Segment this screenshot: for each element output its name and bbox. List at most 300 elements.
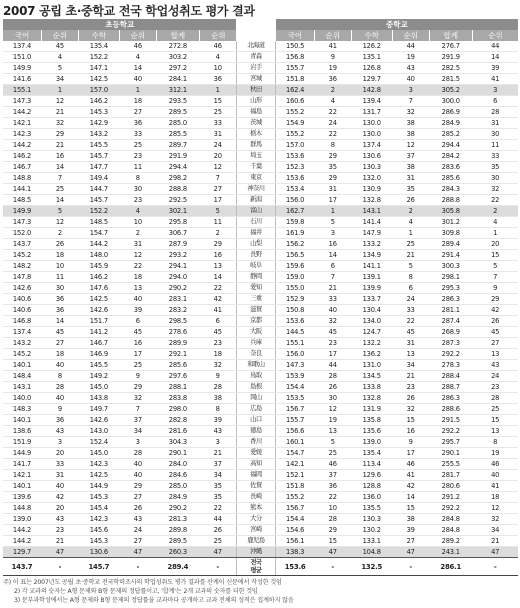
elementary-cell: 294.1 — [156, 261, 199, 272]
elementary-cell: 18 — [119, 96, 156, 107]
table-row — [3, 492, 519, 503]
middle-cell: 29 — [314, 525, 351, 536]
middle-average-cell: 153.6 — [275, 558, 314, 576]
elementary-cell: 14 — [41, 195, 78, 206]
middle-cell: 13 — [392, 349, 429, 360]
middle-cell: 134.9 — [351, 250, 392, 261]
elementary-cell: 312.1 — [156, 85, 199, 96]
elementary-cell: 5 — [41, 206, 78, 217]
middle-cell: 3 — [472, 85, 518, 96]
elementary-cell: 47 — [200, 547, 237, 558]
middle-cell: 36 — [314, 74, 351, 85]
elementary-cell: 144.2 — [3, 140, 42, 151]
middle-cell: 38 — [392, 162, 429, 173]
elementary-average-cell: 145.7 — [78, 558, 119, 576]
middle-cell: 4 — [314, 96, 351, 107]
elementary-average-cell: 289.4 — [156, 558, 199, 576]
elementary-cell: 12 — [41, 96, 78, 107]
middle-cell: 7 — [472, 272, 518, 283]
middle-cell: 289.2 — [429, 536, 472, 547]
elementary-cell: 20 — [200, 151, 237, 162]
table-row — [3, 404, 519, 415]
elementary-cell: 22 — [200, 283, 237, 294]
table-row — [3, 316, 519, 327]
middle-cell: 47 — [314, 547, 351, 558]
table-row — [3, 525, 519, 536]
middle-cell: 284.3 — [429, 184, 472, 195]
middle-cell: 135.4 — [351, 448, 392, 459]
elementary-cell: 148.0 — [78, 250, 119, 261]
table-row — [3, 85, 519, 96]
middle-cell: 33 — [392, 305, 429, 316]
elementary-cell: 142.6 — [78, 305, 119, 316]
column-header: 국어 — [3, 30, 42, 41]
elementary-cell: 138.6 — [3, 426, 42, 437]
elementary-cell: 146.2 — [78, 96, 119, 107]
middle-cell: 20 — [472, 239, 518, 250]
middle-cell: 12 — [392, 140, 429, 151]
middle-cell: 31 — [314, 184, 351, 195]
middle-cell: 130.3 — [351, 514, 392, 525]
table-row — [3, 184, 519, 195]
middle-cell: 142.8 — [351, 85, 392, 96]
elementary-cell: 30 — [41, 283, 78, 294]
elementary-cell: 21 — [41, 536, 78, 547]
elementary-cell: 27 — [119, 107, 156, 118]
elementary-cell: 47 — [119, 547, 156, 558]
table-row — [3, 338, 519, 349]
middle-cell: 45 — [392, 327, 429, 338]
elementary-cell: 7 — [119, 404, 156, 415]
elementary-cell: 23 — [200, 338, 237, 349]
middle-cell: 155.7 — [275, 63, 314, 74]
middle-cell: 4 — [472, 217, 518, 228]
elementary-cell: 143.7 — [3, 239, 42, 250]
elementary-cell: 152.2 — [78, 206, 119, 217]
middle-cell: 155.7 — [275, 415, 314, 426]
elementary-cell: 281.3 — [156, 514, 199, 525]
elementary-cell: 142.3 — [78, 459, 119, 470]
elementary-cell: 145.5 — [78, 360, 119, 371]
middle-cell: 9 — [314, 52, 351, 63]
table-row — [3, 140, 519, 151]
middle-cell: 27 — [392, 536, 429, 547]
middle-cell: 32 — [392, 107, 429, 118]
elementary-cell: 46 — [119, 41, 156, 52]
middle-cell: 25 — [392, 239, 429, 250]
middle-cell: 17 — [314, 349, 351, 360]
elementary-cell: 145.6 — [78, 525, 119, 536]
middle-cell: 35 — [314, 162, 351, 173]
middle-cell: 16 — [314, 239, 351, 250]
elementary-cell: 148.5 — [3, 195, 42, 206]
middle-cell: 22 — [314, 129, 351, 140]
elementary-cell: 22 — [200, 503, 237, 514]
elementary-cell: 142.9 — [78, 118, 119, 129]
elementary-cell: 37 — [119, 415, 156, 426]
elementary-cell: 145.4 — [78, 503, 119, 514]
middle-cell: 153.6 — [275, 316, 314, 327]
middle-cell: 16 — [392, 426, 429, 437]
middle-cell: 129.6 — [351, 470, 392, 481]
middle-cell: 287.3 — [429, 338, 472, 349]
middle-cell: 291.9 — [429, 52, 472, 63]
elementary-cell: 292.1 — [156, 349, 199, 360]
elementary-cell: 143.2 — [78, 129, 119, 140]
prefecture-name: 埼玉 — [236, 151, 275, 162]
middle-cell: 47 — [392, 547, 429, 558]
prefecture-name: 広島 — [236, 404, 275, 415]
middle-cell: 26 — [314, 382, 351, 393]
national-average-label — [236, 558, 275, 576]
column-header: 순위 — [314, 30, 351, 41]
elementary-cell: 10 — [200, 63, 237, 74]
elementary-cell: 8 — [200, 404, 237, 415]
elementary-average-cell: - — [119, 558, 156, 576]
elementary-cell: 5 — [41, 63, 78, 74]
middle-cell: 300.0 — [429, 96, 472, 107]
middle-cell: 41 — [472, 481, 518, 492]
elementary-cell: 293.2 — [156, 250, 199, 261]
middle-cell: 23 — [472, 382, 518, 393]
elementary-cell: 289.5 — [156, 107, 199, 118]
elementary-cell: 144.8 — [3, 503, 42, 514]
middle-cell: 9 — [472, 283, 518, 294]
table-row — [3, 514, 519, 525]
prefecture-name: 熊本 — [236, 503, 275, 514]
elementary-cell: 40 — [119, 459, 156, 470]
elementary-cell: 145.0 — [78, 448, 119, 459]
middle-cell: 44 — [472, 41, 518, 52]
elementary-cell: 272.8 — [156, 41, 199, 52]
elementary-cell: 33 — [41, 459, 78, 470]
middle-cell: 139.9 — [351, 283, 392, 294]
middle-cell: 160.6 — [275, 96, 314, 107]
table-row — [3, 173, 519, 184]
middle-cell: 152.1 — [275, 470, 314, 481]
elementary-cell: 39 — [119, 305, 156, 316]
elementary-cell: 11 — [41, 272, 78, 283]
middle-cell: 243.1 — [429, 547, 472, 558]
elementary-cell: 32 — [119, 393, 156, 404]
prefecture-name: 奈良 — [236, 349, 275, 360]
elementary-cell: 297.6 — [156, 371, 199, 382]
middle-cell: 147.3 — [275, 360, 314, 371]
elementary-cell: 44 — [200, 514, 237, 525]
middle-cell: 268.9 — [429, 327, 472, 338]
elementary-cell: 291.9 — [156, 151, 199, 162]
elementary-cell: 147.7 — [78, 162, 119, 173]
column-header: 순위 — [119, 30, 156, 41]
elementary-cell: 28 — [41, 382, 78, 393]
elementary-cell: 285.6 — [156, 360, 199, 371]
middle-cell: 13 — [472, 426, 518, 437]
elementary-cell: 285.0 — [156, 481, 199, 492]
footnote: 2) 각 교과의 숫자는 A형 문제와 B형 문제의 정답률이고, '합계'는 2개 교과의 숫자를 더한 것임 — [14, 588, 258, 595]
elementary-cell: 3 — [200, 437, 237, 448]
middle-cell: 5 — [472, 261, 518, 272]
elementary-cell: 43 — [41, 514, 78, 525]
middle-cell: 142.1 — [275, 459, 314, 470]
middle-cell: 156.0 — [275, 349, 314, 360]
middle-cell: 134.0 — [351, 316, 392, 327]
middle-cell: 21 — [392, 250, 429, 261]
middle-cell: 38 — [392, 118, 429, 129]
prefecture-name: 鹿児島 — [236, 536, 275, 547]
table-row — [3, 547, 519, 558]
elementary-cell: 4 — [119, 206, 156, 217]
prefecture-name: 東京 — [236, 173, 275, 184]
elementary-cell: 284.0 — [156, 459, 199, 470]
middle-cell: 6 — [314, 261, 351, 272]
elementary-cell: 293.5 — [156, 96, 199, 107]
elementary-cell: 15 — [200, 96, 237, 107]
prefecture-name: 山形 — [236, 96, 275, 107]
column-header: 합계 — [429, 30, 472, 41]
middle-cell: 32 — [472, 514, 518, 525]
elementary-cell: 152.2 — [78, 52, 119, 63]
middle-cell: 132.8 — [351, 393, 392, 404]
middle-cell: 46 — [314, 459, 351, 470]
middle-cell: 132.2 — [351, 338, 392, 349]
prefecture-name: 山口 — [236, 415, 275, 426]
middle-cell: 44 — [314, 360, 351, 371]
middle-cell: 25 — [314, 448, 351, 459]
middle-cell: 154.4 — [275, 382, 314, 393]
elementary-cell: 45 — [41, 327, 78, 338]
elementary-cell: 283.2 — [156, 305, 199, 316]
elementary-cell: 18 — [200, 349, 237, 360]
elementary-cell: 32 — [200, 360, 237, 371]
elementary-cell: 31 — [200, 129, 237, 140]
elementary-cell: 140.0 — [3, 393, 42, 404]
elementary-cell: 142.5 — [78, 74, 119, 85]
middle-cell: 285.2 — [429, 129, 472, 140]
elementary-cell: 144.2 — [3, 525, 42, 536]
elementary-average-cell: - — [200, 558, 237, 576]
table-row — [3, 294, 519, 305]
middle-cell: 281.1 — [429, 305, 472, 316]
middle-cell: 32 — [472, 184, 518, 195]
prefecture-name: 福井 — [236, 228, 275, 239]
middle-cell: 139.4 — [351, 96, 392, 107]
elementary-cell: 295.8 — [156, 217, 199, 228]
elementary-cell: 146.2 — [78, 272, 119, 283]
elementary-cell: 144.2 — [3, 107, 42, 118]
prefecture-name: 秋田 — [236, 85, 275, 96]
middle-cell: 130.9 — [351, 184, 392, 195]
middle-cell: 156.2 — [275, 239, 314, 250]
prefecture-name: 長崎 — [236, 492, 275, 503]
middle-cell: 153.9 — [275, 371, 314, 382]
middle-cell: 47 — [472, 547, 518, 558]
middle-cell: 144.5 — [275, 327, 314, 338]
elementary-cell: 145.9 — [78, 261, 119, 272]
table-row — [3, 382, 519, 393]
elementary-cell: 285.5 — [156, 129, 199, 140]
middle-cell: 288.4 — [429, 371, 472, 382]
elementary-cell: 36 — [41, 294, 78, 305]
elementary-cell: 26 — [119, 503, 156, 514]
elementary-cell: 7 — [200, 173, 237, 184]
middle-cell: 278.3 — [429, 360, 472, 371]
middle-cell: 31 — [392, 173, 429, 184]
middle-cell: 281.7 — [429, 470, 472, 481]
middle-cell: 290.1 — [429, 448, 472, 459]
middle-cell: 281.5 — [429, 74, 472, 85]
middle-cell: 2 — [392, 206, 429, 217]
elementary-cell: 288.8 — [156, 184, 199, 195]
middle-cell: 135.1 — [351, 52, 392, 63]
middle-cell: 3 — [392, 85, 429, 96]
middle-cell: 155.2 — [275, 492, 314, 503]
elementary-cell: 147.8 — [3, 272, 42, 283]
results-table — [2, 19, 518, 576]
table-row — [3, 162, 519, 173]
middle-cell: 38 — [392, 129, 429, 140]
middle-cell: 21 — [392, 371, 429, 382]
middle-cell: 130.0 — [351, 129, 392, 140]
middle-cell: 152.9 — [275, 294, 314, 305]
middle-cell: 159.8 — [275, 217, 314, 228]
middle-cell: 19 — [314, 63, 351, 74]
middle-cell: 21 — [472, 536, 518, 547]
table-row — [3, 107, 519, 118]
middle-cell: 32 — [392, 404, 429, 415]
elementary-cell: 18 — [41, 349, 78, 360]
prefecture-name: 和歌山 — [236, 360, 275, 371]
table-row — [3, 503, 519, 514]
elementary-cell: 303.2 — [156, 52, 199, 63]
middle-cell: 162.4 — [275, 85, 314, 96]
column-header: 순위 — [392, 30, 429, 41]
middle-cell: 129.7 — [351, 74, 392, 85]
middle-cell: 289.4 — [429, 239, 472, 250]
elementary-cell: 2 — [200, 228, 237, 239]
elementary-cell: 29 — [119, 481, 156, 492]
elementary-cell: 36 — [41, 415, 78, 426]
middle-cell: 28 — [472, 393, 518, 404]
prefecture-name: 京都 — [236, 316, 275, 327]
middle-cell: 287.4 — [429, 316, 472, 327]
middle-cell: 24 — [472, 371, 518, 382]
elementary-cell: 285.0 — [156, 118, 199, 129]
prefecture-name: 長野 — [236, 250, 275, 261]
middle-cell: 161.9 — [275, 228, 314, 239]
middle-cell: 5 — [392, 261, 429, 272]
footnote: 주) 이 표는 2007년도 공립 초·중학교 전국학력조사의 학업성취도 평가 결과를 산케이 신문에서 작성한 것임 — [3, 579, 282, 586]
column-header: 수학 — [351, 30, 392, 41]
elementary-cell: 282.8 — [156, 415, 199, 426]
table-row — [3, 481, 519, 492]
elementary-cell: 10 — [41, 261, 78, 272]
middle-cell: 42 — [392, 481, 429, 492]
middle-average-cell: 132.5 — [351, 558, 392, 576]
middle-cell: 288.7 — [429, 382, 472, 393]
elementary-average-cell: - — [41, 558, 78, 576]
middle-cell: 157.0 — [275, 140, 314, 151]
middle-cell: 288.8 — [429, 195, 472, 206]
elementary-cell: 140.1 — [3, 481, 42, 492]
elementary-cell: 16 — [200, 250, 237, 261]
elementary-cell: 147.1 — [78, 63, 119, 74]
middle-cell: 6 — [392, 283, 429, 294]
prefecture-name: 福岡 — [236, 470, 275, 481]
middle-cell: 41 — [314, 41, 351, 52]
elementary-cell: 142.6 — [3, 283, 42, 294]
middle-cell: 22 — [392, 316, 429, 327]
prefecture-name: 岡山 — [236, 393, 275, 404]
middle-cell: 138.3 — [275, 547, 314, 558]
middle-cell: 7 — [392, 96, 429, 107]
elementary-cell: 4 — [200, 52, 237, 63]
prefecture-name: 富山 — [236, 206, 275, 217]
elementary-cell: 33 — [119, 129, 156, 140]
middle-cell: 124.7 — [351, 327, 392, 338]
elementary-cell: 34 — [200, 470, 237, 481]
prefecture-name: 愛知 — [236, 283, 275, 294]
middle-cell: 135.5 — [351, 503, 392, 514]
middle-cell: 283.6 — [429, 162, 472, 173]
elementary-cell: 283.8 — [156, 393, 199, 404]
column-header: 수학 — [78, 30, 119, 41]
column-header-row — [3, 30, 519, 41]
elementary-cell: 139.0 — [3, 514, 42, 525]
elementary-cell: 6 — [119, 316, 156, 327]
elementary-cell: 290.2 — [156, 503, 199, 514]
elementary-cell: 146.7 — [78, 338, 119, 349]
middle-cell: 295.7 — [429, 437, 472, 448]
elementary-cell: 11 — [119, 162, 156, 173]
middle-cell: 22 — [314, 107, 351, 118]
elementary-cell: 31 — [119, 239, 156, 250]
middle-cell: 1 — [472, 228, 518, 239]
elementary-cell: 45 — [200, 327, 237, 338]
middle-cell: 40 — [314, 305, 351, 316]
middle-cell: 40 — [472, 470, 518, 481]
middle-cell: 156.0 — [275, 195, 314, 206]
elementary-cell: 6 — [200, 316, 237, 327]
page-title: 2007 공립 초·중학교 전국 학업성취도 평가 결과 — [3, 4, 255, 18]
average-label-line: 전국 — [250, 559, 262, 566]
table-row — [3, 283, 519, 294]
footnotes — [3, 578, 294, 605]
middle-cell: 10 — [314, 503, 351, 514]
middle-cell: 9 — [392, 437, 429, 448]
elementary-cell: 142.3 — [3, 129, 42, 140]
table-row — [3, 41, 519, 52]
footnote: 3) 문부과학성에서는 A형 문제와 B형 문제의 정답률을 교과마다 공개하고 교과 전체의 성적은 집계하지 않음 — [14, 597, 294, 604]
middle-cell: 15 — [314, 536, 351, 547]
table-row — [3, 426, 519, 437]
elementary-cell: 294.0 — [156, 272, 199, 283]
elementary-cell: 130.6 — [78, 547, 119, 558]
elementary-cell: 143.2 — [3, 338, 42, 349]
elementary-cell: 2 — [41, 228, 78, 239]
prefecture-name: 兵庫 — [236, 338, 275, 349]
prefecture-name: 佐賀 — [236, 481, 275, 492]
middle-cell: 276.7 — [429, 41, 472, 52]
prefecture-name: 滋賀 — [236, 305, 275, 316]
middle-cell: 1 — [314, 206, 351, 217]
elementary-cell: 27 — [119, 492, 156, 503]
middle-cell: 104.8 — [351, 547, 392, 558]
elementary-cell: 42 — [200, 294, 237, 305]
elementary-cell: 137.4 — [3, 327, 42, 338]
middle-cell: 134.5 — [351, 371, 392, 382]
middle-cell: 39 — [392, 525, 429, 536]
middle-cell: 284.8 — [429, 514, 472, 525]
